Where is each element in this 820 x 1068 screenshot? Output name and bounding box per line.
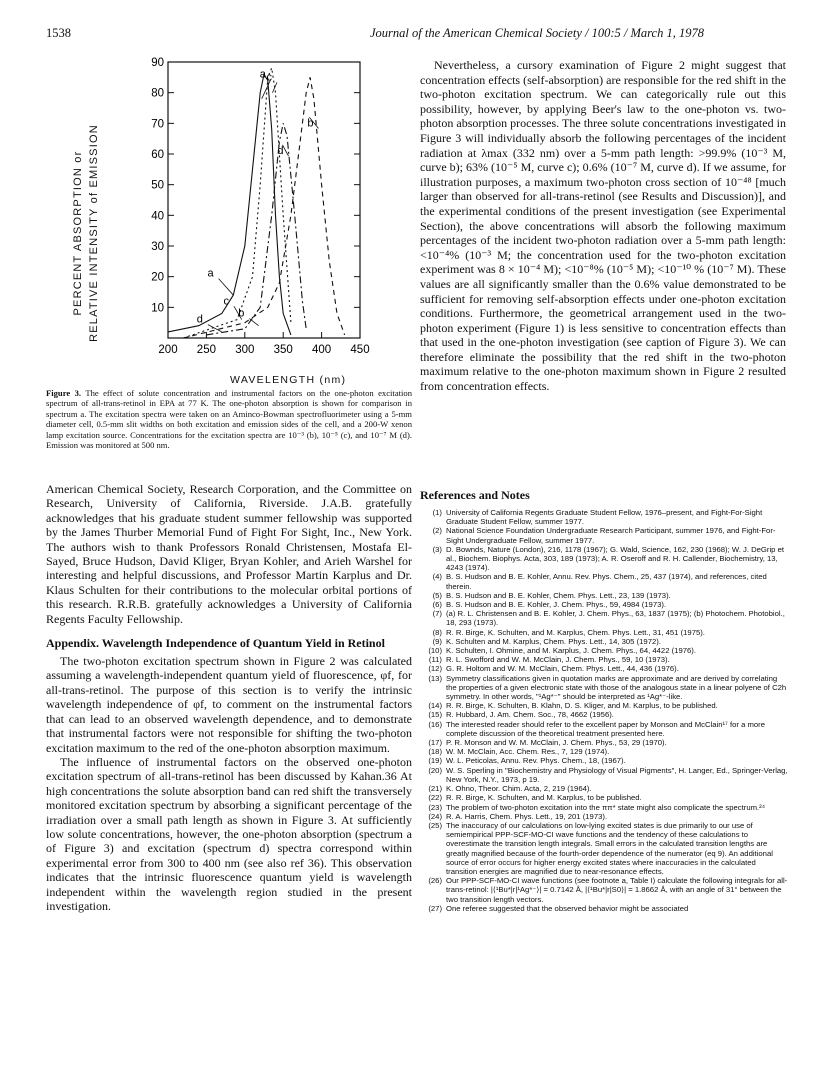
reference-number: (8) — [432, 627, 442, 637]
reference-text: (a) R. L. Christensen and B. E. Kohler, J. Chem. Phys., 63, 1837 (1975); (b) Photochem. Photobiol., 18, 293 (1973). — [446, 609, 785, 628]
plot-frame — [168, 62, 360, 338]
curve-label-leader — [208, 325, 222, 332]
spectrum-chart — [60, 48, 400, 378]
reference-number: (27) — [428, 903, 442, 913]
curve-label: c — [223, 295, 229, 308]
reference-text: K. Ohno, Theor. Chim. Acta, 2, 219 (1964). — [446, 784, 592, 794]
reference-text: G. R. Holtom and W. M. McClain, Chem. Phys. Lett., 44, 436 (1976). — [446, 664, 679, 674]
curve-label: a — [259, 68, 266, 81]
x-tick-label: 200 — [158, 344, 178, 356]
left-column — [46, 482, 412, 913]
reference-text: W. M. McClain, Acc. Chem. Res., 7, 129 (1974). — [446, 747, 610, 757]
curve-label: d — [196, 313, 203, 326]
reference-item — [420, 812, 788, 821]
reference-text: One referee suggested that the observed behavior might be associated — [446, 903, 689, 913]
references-list — [420, 508, 788, 913]
reference-item — [420, 701, 788, 710]
y-axis-label-line1: PERCENT ABSORPTION or — [72, 150, 84, 316]
reference-number: (10) — [428, 646, 442, 656]
y-tick-label: 90 — [151, 57, 164, 69]
reference-item — [420, 876, 788, 904]
curve-label-leader — [249, 319, 258, 326]
appendix-paragraph-2: The influence of instrumental factors on the observed one-photon excitation spectrum of all-trans-retinol has been discussed by Kahan.36 At high concentrations the solute absorption band can red shift the transversely monitored excitation spectrum by absorbing a significant percentage of the irradiation over a small path length as shown in Figure 3. At sufficiently low solute concentrations, however, the one-photon absorption (spectrum a of Figure 3) and excitation (spectrum d) spectra correspond within experimental error from 300 to 400 nm (see also ref 36). This observation indicates that the intrinsic fluorescence quantum yield is wavelength independent within the wavelength region studied in the present investigation. — [46, 754, 412, 913]
reference-text: Symmetry classifications given in quotation marks are approximate and are derived by correlating the properties of a given electronic state with those of the analogous state in a linear polyene of C2h symmetry. In other words, "¹Ag*⁻" should be interpreted as ¹Ag*⁻-like. — [446, 673, 787, 702]
reference-text: K. Schulten, I. Ohmine, and M. Karplus, J. Chem. Phys., 64, 4422 (1976). — [446, 646, 696, 656]
figure-caption — [46, 388, 412, 450]
curve-label-leader — [219, 279, 234, 295]
reference-number: (15) — [428, 710, 442, 720]
y-axis-label-line2: RELATIVE INTENSITY of EMISSION — [88, 124, 100, 342]
references-heading: References and Notes — [420, 488, 530, 502]
y-tick-label: 40 — [151, 210, 164, 223]
right-column — [420, 58, 786, 394]
reference-number: (17) — [428, 738, 442, 748]
reference-text: The interested reader should refer to the excellent paper by Monson and McClain¹⁷ for a more complete discussion of the theoretical treatment presented here. — [446, 719, 765, 738]
reference-text: R. R. Birge, K. Schulten, and M. Karplus, to be published. — [446, 793, 642, 803]
reference-text: R. Hubbard, J. Am. Chem. Soc., 78, 4662 (1956). — [446, 710, 614, 720]
reference-number: (22) — [428, 793, 442, 803]
reference-text: B. S. Hudson and B. E. Kohler, Annu. Rev. Phys. Chem., 25, 437 (1974), and references, cited therein. — [446, 572, 767, 591]
reference-item — [420, 572, 788, 590]
reference-text: W. L. Peticolas, Annu. Rev. Phys. Chem., 18, (1967). — [446, 756, 626, 766]
reference-text: R. R. Birge, K. Schulten, and M. Karplus, Chem. Phys. Lett., 31, 451 (1975). — [446, 627, 705, 637]
reference-item — [420, 609, 788, 627]
reference-number: (9) — [432, 636, 442, 646]
caption-text: The effect of solute concentration and instrumental factors on the one-photon excitation spectrum of all-trans-retinol in EPA at 77 K. The one-photon absorption is shown for comparison in spectrum a. The excitation spectra were taken on an Aminco-Bowman spectrofluorimeter using a 5-mm diameter cell, 0.5-mm slit widths on both excitation and emission sides of the cell, and a 200-W xenon lamp excitation source. Concentrations for the excitation spectra are 10⁻³ (b), 10⁻⁵ (c), and 10⁻⁷ M (d). Emission was monitored at 500 nm. — [46, 388, 413, 451]
reference-text: Our PPP-SCF-MO-CI wave functions (see footnote a, Table I) calculate the following integrals for all-trans-retinol: |⟨¹Bu*|r|¹Ag*⁻⟩| = 0.7142 Å, |⟨¹Bu*|r|S0⟩| = 1.8662 Å, with an angle of 31° between the two transition length vectors. — [446, 876, 788, 904]
reference-text: P. R. Monson and W. M. McClain, J. Chem. Phys., 53, 29 (1970). — [446, 738, 667, 748]
appendix-paragraph-1: The two-photon excitation spectrum shown in Figure 2 was calculated assuming a wavelength-independent quantum yield of fluorescence, φf, for all-trans-retinol. The purpose of this section is to verify the intrinsic wavelength independence of φf, to comment on the instrumental factors that can lead to an observed wavelength dependence, and to demonstrate that instrumental factors were not responsible for shifting the two-photon excitation maximum to the red of the one-photon absorption maximum. — [46, 654, 412, 755]
x-tick-label: 350 — [273, 344, 293, 356]
series-b-line — [183, 77, 344, 338]
reference-number: (18) — [428, 747, 442, 757]
reference-text: B. S. Hudson and B. E. Kohler, Chem. Phys. Lett., 23, 139 (1973). — [446, 590, 671, 600]
reference-number: (11) — [428, 655, 442, 665]
reference-number: (13) — [428, 673, 442, 683]
reference-item — [420, 508, 788, 526]
appendix-heading: Appendix. Wavelength Independence of Quantum Yield in Retinol — [46, 636, 385, 651]
curve-label: d — [277, 145, 284, 157]
page-number: 1538 — [46, 26, 71, 40]
reference-number: (26) — [428, 876, 442, 886]
reference-number: (5) — [432, 590, 442, 600]
reference-item — [420, 655, 788, 664]
reference-item — [420, 821, 788, 876]
y-tick-label: 10 — [151, 302, 164, 315]
reference-text: R. R. Birge, K. Schulten, B. Klahn, D. S. Kliger, and M. Karplus, to be published. — [446, 701, 718, 711]
acknowledgment: American Chemical Society, Research Corporation, and the Committee on Research, University of California, Riverside. J.A.B. gratefully acknowledges that his graduate student summer fellowship was supported by the James Thurber Memorial Fund of Fight For Sight, Inc., New York. The authors wish to thank Professors Ronald Christensen, Mostafa El-Sayed, Bruce Hudson, David Kliger, Bryan Kohler, and Arieh Warshel for interesting and helpful discussions, and Professor Martin Karplus and Dr. Klaus Schulten for their contributions to the molecular orbital portions of this research. R.R.B. gratefully acknowledges a University of California Regents Faculty Fellowship. — [46, 482, 412, 626]
x-tick-label: 250 — [196, 344, 216, 356]
reference-text: The inaccuracy of our calculations on low-lying excited states is due primarily to our use of semiempirical PPP-SCF-MO-CI wave functions and the tendency of these calculations to overestimate the transition length integrals. Small errors in the calculated transition lengths are greatly magnified because of the fourth-order dependence of the numerator (eq 9). An additional source of error occurs for higher energy excited states where inaccuracies in the calculated transition energies are magnified due to near-resonance effects. — [446, 820, 773, 876]
curve-label: c — [266, 71, 272, 84]
reference-number: (25) — [428, 820, 442, 830]
reference-item — [420, 646, 788, 655]
reference-number: (19) — [428, 756, 442, 766]
reference-item — [420, 637, 788, 646]
reference-number: (20) — [428, 765, 442, 775]
reference-item — [420, 784, 788, 793]
reference-number: (12) — [428, 664, 442, 674]
body-paragraph: Nevertheless, a cursory examination of Figure 2 might suggest that concentration effects (self-absorption) are responsible for the red shift in the two-photon excitation spectrum. We can categorically rule out this possibility, however, by applying Beer's law to the one-photon vs. two-photon absorption processes. The three solute concentrations investigated in Figure 3 will individually absorb the following percentages of the incident radiation at λmax (332 nm) over a 5-mm path length: >99.9% (10⁻³ M, curve b); 63% (10⁻⁵ M, curve c); 0.6% (10⁻⁷ M, curve d). If we assume, for illustration purposes, a maximum two-photon cross section of 10⁻⁴⁸ [much larger than observed for all-trans-retinol (see Results and Discussion)], and the experimental conditions of the present investigation (see Experimental Section), the above concentrations will absorb the following maximum percentages of the incident two-photon radiation over a 5-mm path length: <10⁻⁴% (10⁻³ M; the concentration used for the two-photon excitation experiment was 8 × 10⁻⁴ M); <10⁻⁸% (10⁻⁵ M); <10⁻¹⁰ % (10⁻⁷ M). These values are all significantly smaller than the 0.6% value demonstrated to be sufficient for removing self-absorption effects under one-photon excitation conditions. Furthermore, the geometrical arrangement used in the two-photon experiment (Figure 1) is less sensitive to concentration effects than that used in the one-photon investigation (see caption of Figure 3). We can therefore eliminate the possibility that the red shift in the two-photon maximum relative to the one-photon maximum shown in Figure 2 resulted from concentration effects. — [420, 58, 786, 394]
y-tick-label: 70 — [151, 118, 164, 131]
reference-number: (16) — [428, 719, 442, 729]
reference-item — [420, 720, 788, 738]
reference-item — [420, 664, 788, 673]
running-head: Journal of the American Chemical Society / 100:5 / March 1, 1978 — [370, 26, 704, 40]
reference-number: (1) — [432, 508, 442, 517]
reference-item — [420, 628, 788, 637]
reference-number: (7) — [432, 609, 442, 619]
reference-text: R. A. Harris, Chem. Phys. Lett., 19, 201 (1973). — [446, 811, 608, 821]
reference-number: (14) — [428, 701, 442, 711]
reference-item — [420, 591, 788, 600]
curve-label: a — [207, 267, 214, 280]
y-axis-label — [70, 113, 104, 353]
reference-item — [420, 803, 788, 812]
x-tick-label: 400 — [312, 344, 332, 356]
y-tick-label: 80 — [151, 87, 164, 100]
reference-item — [420, 526, 788, 544]
reference-item — [420, 793, 788, 802]
reference-item — [420, 545, 788, 573]
reference-item — [420, 738, 788, 747]
reference-number: (3) — [432, 544, 442, 554]
reference-number: (23) — [428, 802, 442, 812]
reference-item — [420, 674, 788, 702]
reference-text: W. S. Sperling in "Biochemistry and Physiology of Visual Pigments", H. Langer, Ed., Springer-Verlag, New York, N.Y., 1973, p 19. — [446, 765, 788, 784]
reference-number: (24) — [428, 811, 442, 821]
reference-item — [420, 904, 788, 913]
y-tick-label: 50 — [151, 179, 164, 192]
reference-item — [420, 756, 788, 765]
reference-text: The problem of two-photon excitation into the ππ* state might also complicate the spectrum.²⁴ — [446, 802, 766, 812]
reference-text: D. Bownds, Nature (London), 216, 1178 (1967); G. Wald, Science, 162, 230 (1968); W. J. DeGrip et al., Biochem. Biophys. Acta, 303, 189 (1973); A. R. Oseroff and R. H. Callender, Biochemistry, 13, 4243 (1974). — [446, 544, 784, 573]
y-tick-label: 20 — [151, 271, 164, 284]
reference-item — [420, 710, 788, 719]
reference-number: (21) — [428, 784, 442, 794]
x-tick-label: 300 — [235, 344, 255, 356]
reference-item — [420, 766, 788, 784]
curve-label: b — [238, 307, 245, 320]
reference-text: B. S. Hudson and B. E. Kohler, J. Chem. Phys., 59, 4984 (1973). — [446, 600, 667, 610]
reference-text: University of California Regents Graduate Student Fellow, 1976–present, and Fight-For-Sight Graduate Student Fellow, summer 1977. — [446, 508, 763, 527]
caption-label: Figure 3. — [46, 388, 82, 398]
reference-text: National Science Foundation Undergraduate Research Participant, summer 1976, and Fight-For-Sight Undergraduate Fellow, summer 1977. — [446, 526, 776, 545]
x-tick-label: 450 — [350, 344, 370, 356]
reference-item — [420, 747, 788, 756]
reference-number: (2) — [432, 526, 442, 536]
reference-item — [420, 600, 788, 609]
reference-text: R. L. Swofford and W. M. McClain, J. Chem. Phys., 59, 10 (1973). — [446, 655, 670, 665]
y-tick-label: 60 — [151, 149, 164, 161]
reference-text: K. Schulten and M. Karplus, Chem. Phys. Lett., 14, 305 (1972). — [446, 636, 661, 646]
reference-number: (6) — [432, 600, 442, 610]
y-tick-label: 30 — [151, 241, 164, 253]
figure-3 — [60, 48, 400, 388]
curve-label: b — [307, 117, 314, 130]
reference-number: (4) — [432, 572, 442, 582]
x-axis-label: WAVELENGTH (nm) — [230, 374, 347, 386]
